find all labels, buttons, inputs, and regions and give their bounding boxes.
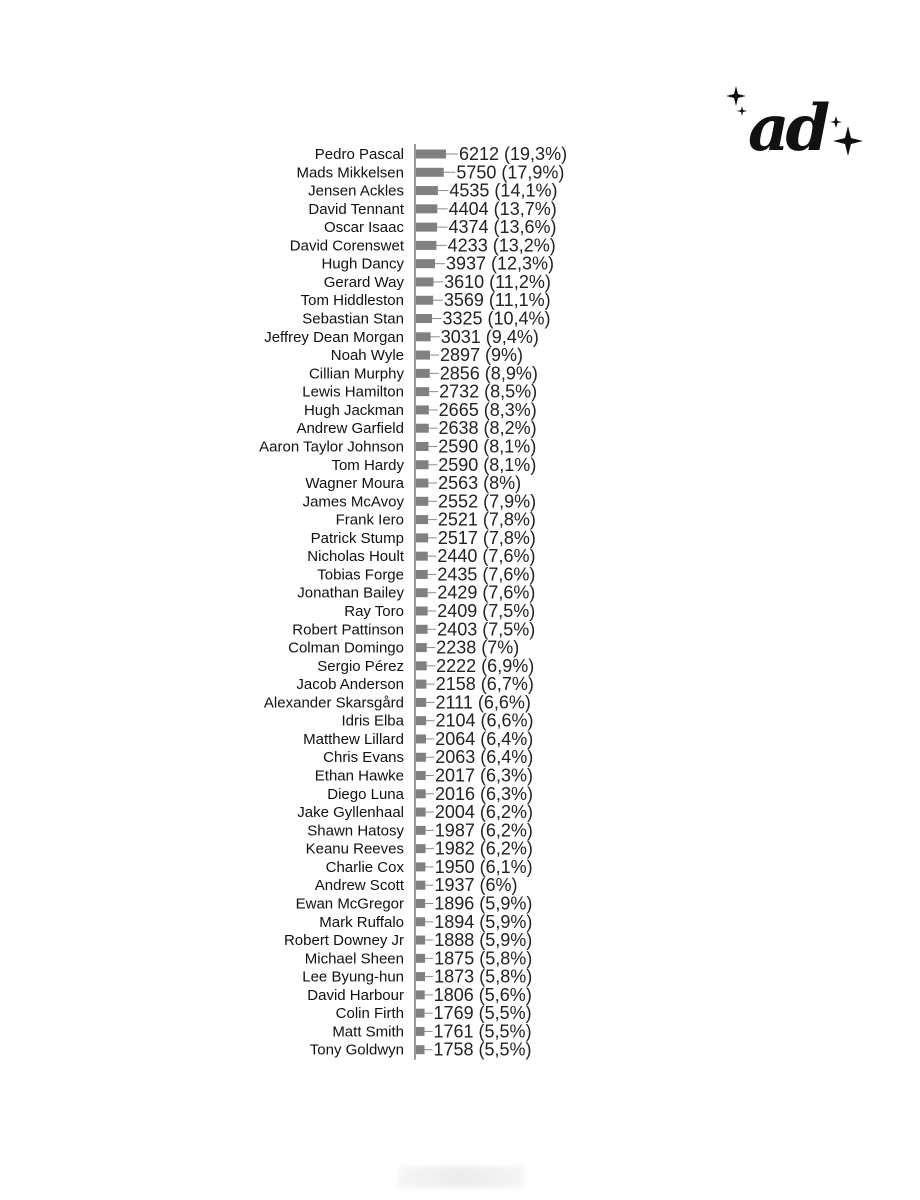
data-label: 2064 (6,4%) [435, 728, 534, 749]
bar [416, 643, 427, 652]
data-label: 2732 (8,5%) [439, 381, 538, 402]
bar [416, 972, 425, 981]
bar [416, 771, 426, 780]
data-label: 2665 (8,3%) [438, 399, 537, 420]
category-label: David Harbour [307, 986, 404, 1004]
bar [416, 497, 428, 506]
category-label: Mads Mikkelsen [296, 164, 404, 182]
data-label: 1806 (5,6%) [433, 984, 532, 1005]
bar [416, 826, 426, 835]
data-label: 1894 (5,9%) [434, 911, 533, 932]
category-label: Tom Hardy [331, 456, 404, 474]
bar [416, 296, 433, 305]
bar [416, 460, 429, 469]
category-label: Alexander Skarsgård [263, 694, 404, 712]
data-label: 2517 (7,8%) [437, 527, 536, 548]
bar [416, 899, 425, 908]
data-label: 6212 (19,3%) [459, 144, 568, 164]
bar [416, 515, 428, 524]
data-label: 3610 (11,2%) [444, 271, 551, 292]
category-label: Andrew Garfield [296, 420, 404, 438]
bar [416, 424, 429, 433]
data-label: 2435 (7,6%) [437, 564, 536, 585]
bar [416, 917, 425, 926]
category-label: Oscar Isaac [323, 219, 404, 237]
category-label: Charlie Cox [325, 858, 404, 876]
bar [416, 936, 425, 945]
bar [416, 698, 426, 707]
bar [416, 844, 426, 853]
data-label: 4404 (13,7%) [448, 198, 557, 219]
data-label: 2222 (6,9%) [436, 655, 535, 676]
bar [416, 881, 425, 890]
data-label: 2158 (6,7%) [435, 674, 534, 695]
data-label: 2856 (8,9%) [439, 363, 538, 384]
category-label: Lee Byung-hun [302, 968, 404, 986]
category-label: Nicholas Hoult [307, 548, 404, 566]
data-label: 5750 (17,9%) [456, 162, 565, 183]
data-label: 2063 (6,4%) [435, 747, 534, 768]
data-label: 2638 (8,2%) [438, 418, 537, 439]
category-label: Jake Gyllenhaal [297, 804, 404, 822]
data-label: 2409 (7,5%) [437, 601, 536, 621]
data-label: 2238 (7%) [436, 637, 520, 658]
category-label: Tobias Forge [317, 566, 404, 584]
bar [416, 789, 426, 798]
data-label: 1888 (5,9%) [434, 930, 533, 951]
category-label: Colin Firth [335, 1005, 404, 1023]
bar [416, 479, 428, 488]
category-label: Noah Wyle [330, 347, 404, 365]
data-label: 2004 (6,2%) [434, 802, 533, 823]
category-label: Hugh Dancy [321, 255, 404, 273]
data-label: 2429 (7,6%) [437, 582, 536, 603]
bar [416, 533, 428, 542]
data-label: 2563 (8%) [438, 473, 522, 494]
bar [416, 351, 430, 360]
category-label: David Tennant [308, 200, 404, 218]
bar [416, 204, 437, 213]
category-label: Tony Goldwyn [309, 1041, 404, 1059]
bar [416, 734, 426, 743]
bar [416, 168, 444, 177]
category-label: Chris Evans [323, 749, 404, 767]
category-label: Matthew Lillard [303, 730, 404, 748]
data-label: 2017 (6,3%) [434, 765, 534, 786]
category-label: Jensen Ackles [308, 182, 404, 200]
category-label: Aaron Taylor Johnson [259, 438, 404, 456]
bar [416, 552, 428, 561]
bar [416, 369, 430, 378]
category-label: Ewan McGregor [295, 895, 404, 913]
bar [416, 186, 438, 195]
data-label: 2104 (6,6%) [435, 710, 534, 731]
data-label: 1761 (5,5%) [433, 1021, 532, 1042]
bar [416, 862, 425, 871]
data-label: 2521 (7,8%) [437, 509, 536, 530]
data-label: 1875 (5,8%) [434, 948, 533, 969]
category-label: Sebastian Stan [302, 310, 404, 328]
category-label: Hugh Jackman [303, 401, 404, 419]
category-label: Cillian Murphy [308, 365, 404, 383]
category-label: Mark Ruffalo [319, 913, 404, 931]
category-label: Ethan Hawke [314, 767, 404, 785]
data-label: 1987 (6,2%) [434, 820, 533, 841]
data-label: 3031 (9,4%) [440, 326, 539, 347]
bar [416, 588, 428, 597]
category-label: Idris Elba [341, 712, 404, 730]
bar [416, 259, 435, 268]
bar [416, 1009, 425, 1018]
bar [416, 223, 437, 232]
data-label: 2590 (8,1%) [438, 436, 537, 457]
bar [416, 570, 428, 579]
bar [416, 680, 426, 689]
data-label: 1758 (5,5%) [433, 1039, 532, 1060]
data-label: 1769 (5,5%) [433, 1003, 532, 1024]
bar [416, 277, 433, 286]
category-label: David Corenswet [289, 237, 404, 255]
data-label: 2440 (7,6%) [437, 546, 536, 567]
category-label: Wagner Moura [305, 475, 404, 493]
category-label: Gerard Way [323, 273, 404, 291]
category-label: Diego Luna [327, 785, 404, 803]
category-label: Andrew Scott [314, 877, 404, 895]
category-label: Frank Iero [335, 511, 404, 529]
data-label: 1873 (5,8%) [434, 966, 533, 987]
bar [416, 607, 428, 616]
bar [416, 241, 436, 250]
blurred-watermark [398, 1166, 524, 1188]
category-label: James McAvoy [302, 493, 404, 511]
bar [416, 716, 426, 725]
bar [416, 990, 425, 999]
logo [724, 76, 864, 168]
bar [416, 405, 429, 414]
data-label: 2111 (6,6%) [435, 692, 531, 713]
bar [416, 150, 446, 159]
data-label: 4233 (13,2%) [447, 235, 556, 256]
category-label: Shawn Hatosy [307, 822, 404, 840]
category-label: Keanu Reeves [305, 840, 404, 858]
bar [416, 625, 428, 634]
category-label: Michael Sheen [304, 950, 404, 968]
category-label: Lewis Hamilton [302, 383, 404, 401]
category-label: Colman Domingo [288, 639, 404, 657]
data-label: 1896 (5,9%) [434, 893, 533, 914]
bar [416, 808, 426, 817]
data-label: 3325 (10,4%) [442, 308, 551, 329]
category-label: Jacob Anderson [296, 676, 404, 694]
category-label: Pedro Pascal [314, 146, 404, 163]
category-label: Jonathan Bailey [297, 584, 404, 602]
data-label: 2590 (8,1%) [438, 454, 537, 475]
category-label: Robert Downey Jr [283, 932, 404, 950]
bar [416, 442, 429, 451]
data-label: 4535 (14,1%) [449, 180, 558, 201]
category-label: Tom Hiddleston [300, 292, 404, 310]
data-label: 3569 (11,1%) [443, 290, 551, 311]
bar [416, 332, 431, 341]
bar [416, 661, 427, 670]
category-label: Robert Pattinson [292, 621, 404, 639]
data-label: 2403 (7,5%) [437, 619, 536, 640]
bar [416, 387, 429, 396]
bar [416, 954, 425, 963]
logo-text: ad [748, 91, 827, 166]
data-label: 1950 (6,1%) [434, 856, 533, 877]
data-label: 1937 (6%) [434, 875, 518, 896]
category-label: Jeffrey Dean Morgan [264, 328, 404, 346]
category-label: Matt Smith [332, 1023, 404, 1041]
bar [416, 1027, 425, 1036]
category-label: Sergio Pérez [317, 657, 404, 675]
bar [416, 1045, 424, 1054]
data-label: 2016 (6,3%) [434, 783, 534, 804]
data-label: 3937 (12,3%) [445, 253, 555, 274]
category-label: Ray Toro [344, 603, 404, 620]
bar [416, 314, 432, 323]
data-label: 1982 (6,2%) [434, 838, 533, 859]
category-label: Patrick Stump [310, 529, 404, 547]
data-label: 4374 (13,6%) [448, 217, 557, 238]
bar [416, 753, 426, 762]
data-label: 2552 (7,9%) [438, 491, 537, 512]
data-label: 2897 (9%) [440, 345, 524, 366]
